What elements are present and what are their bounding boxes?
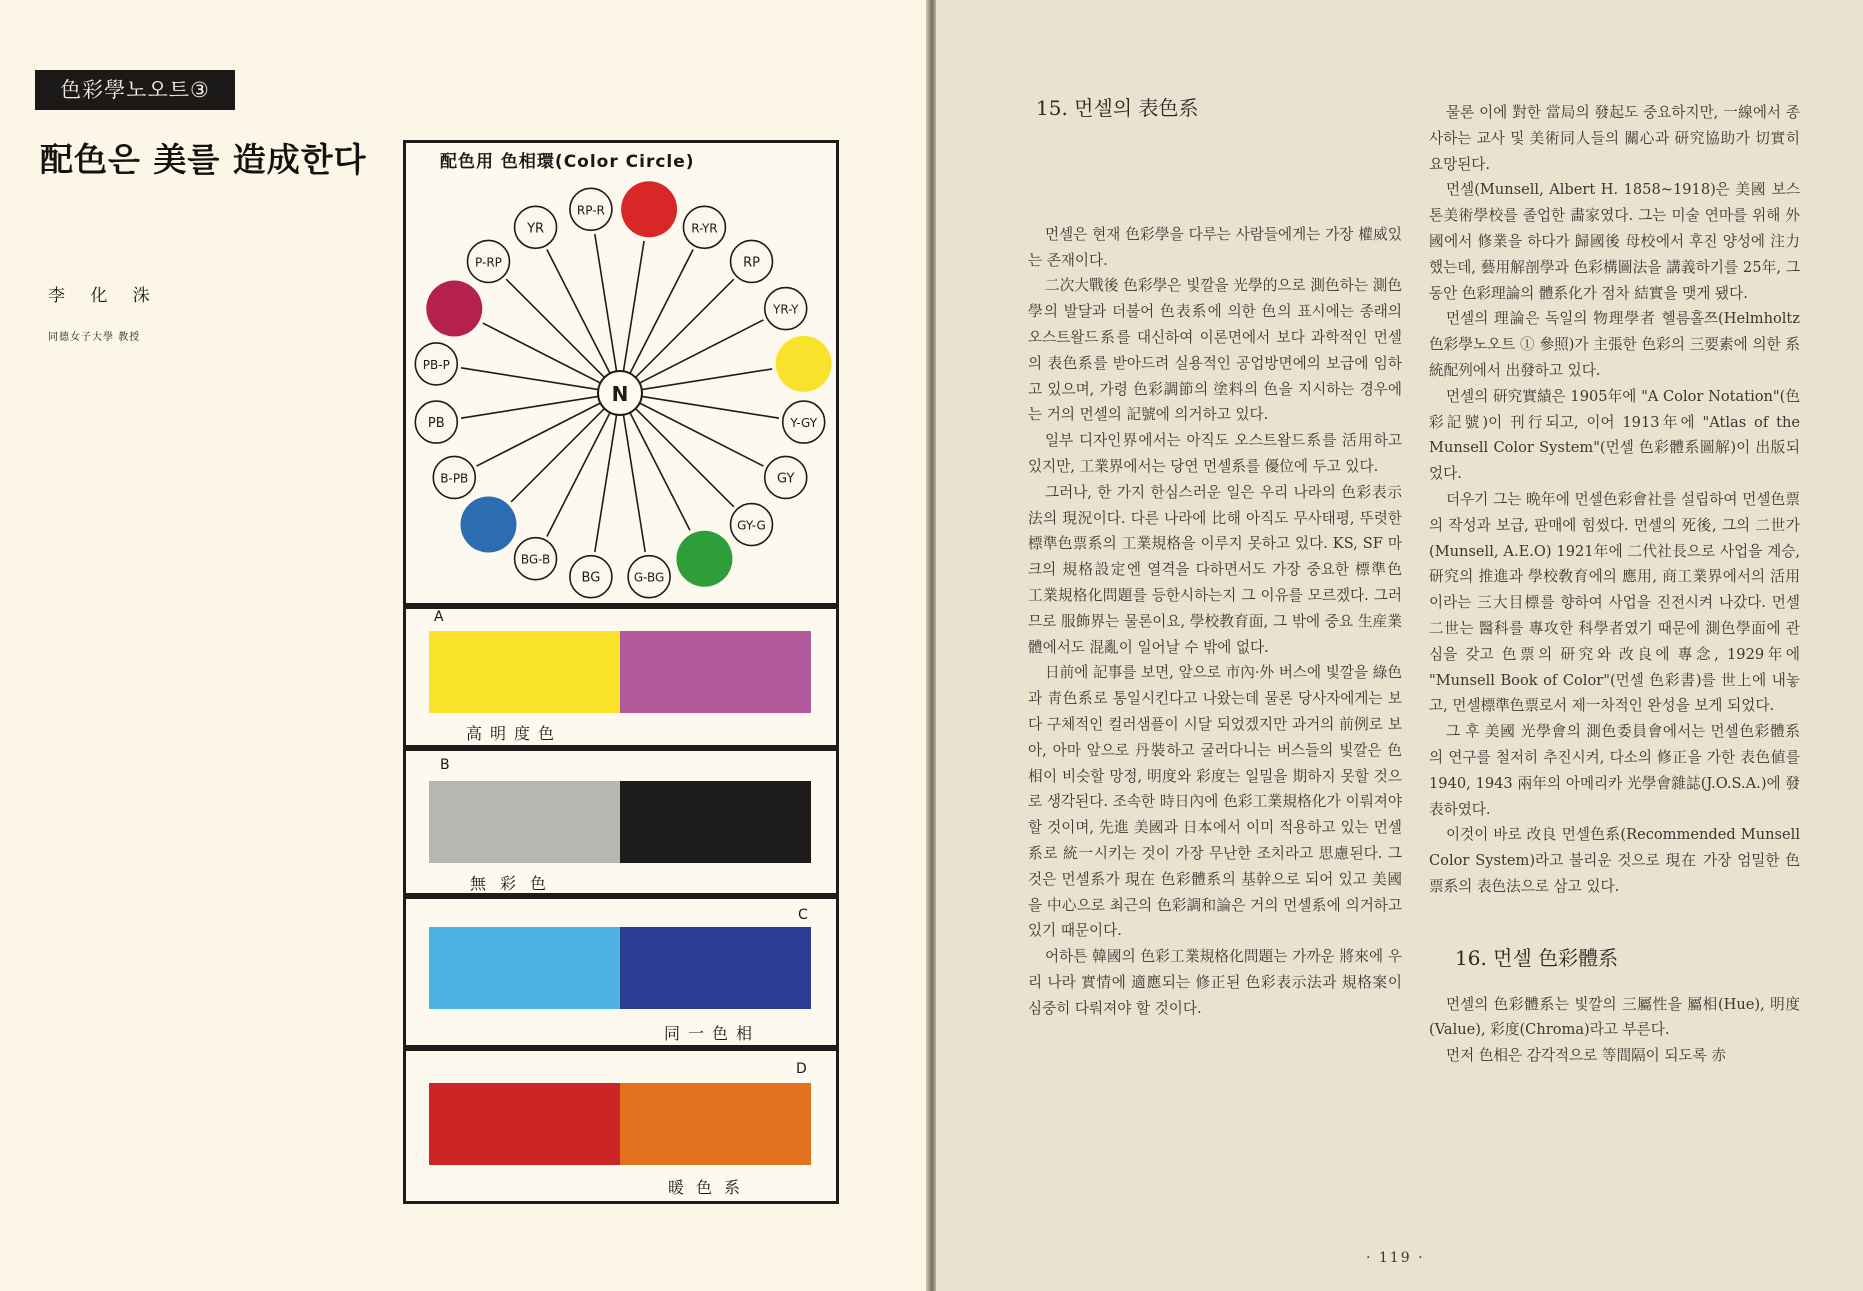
hue-spoke [636,409,734,507]
swatch-panel-a [403,606,839,748]
hue-label: Y-GY [790,416,818,431]
hue-spoke [636,279,734,377]
body-paragraph: 二次大戰後 色彩學은 빛깔을 光學的으로 測色하는 測色學의 발달과 더불어 色表系에 의한 色의 표시에는 종래의 오스트왈드系를 대신하여 이론면에서 보다 과학적인 먼셀의 表色系를 받아드려 실용적인 공업방면에의 보급에 임하고 있으며, 가령 色彩調節의 塗料의 色을 지시하는 경우에는 거의 먼셀의 記號에 의거하고 있다. [1028,277,1402,424]
body-paragraph: 그 후 美國 光學會의 測色委員會에서는 먼셀色彩體系의 연구를 철저히 추진시켜, 다소의 修正을 가한 表色値를 1940, 1943 兩年의 아메리카 光學會雜誌(J.O.S.A.)에 發表하였다. [1429,723,1800,818]
hue-label: BG [581,570,601,586]
hue-label: GY-G [737,518,766,533]
swatch-a-light-yellow [429,631,620,713]
text-column-right [1429,100,1800,1069]
swatch-panel-c [403,896,839,1048]
body-paragraph: 日前에 記事를 보면, 앞으로 市內·外 버스에 빛깔을 綠色과 靑色系로 통일시킨다고 나왔는데 물론 당사자에게는 보다 구체적인 컬러샘플이 시달 되었겠지만 과거의 前例로 보아, 아마 앞으로 丹裝하고 굴러다니는 버스들의 빛깔은 色相이 비슷할 망정, 明度와 彩度는 일밀을 期하지 못할 것으로 생각된다. 조속한 時日內에 色彩工業規格化가 이뤄져야 할 것이며, 先進 美國과 日本에서 이미 적용하고 있는 먼셀系로 統一시키는 것이 가장 무난한 조치라고 思慮된다. 그것은 먼셀系가 現在 色彩體系의 基幹으로 되어 있고 美國을 中心으로 최근의 色彩調和論은 거의 먼셀系에 의거하고 있기 때문이다. [1028,664,1402,940]
panel-caption-d: 暖色系 [668,1178,753,1197]
left-page [0,0,926,1291]
section-heading: 16. 먼셀 色彩體系 [1455,945,1619,970]
swatch-b-gray [429,781,620,863]
article-title: 配色은 美를 造成한다 [40,140,367,179]
hue-node [676,531,732,587]
panel-caption-b: 無彩色 [470,874,561,893]
series-badge: 色彩學노오트③ [35,70,235,110]
body-paragraph: 먼저 色相은 감각적으로 等間隔이 되도록 赤 [1446,1047,1726,1065]
panel-caption-c: 同一色相 [664,1024,761,1043]
author-name: 李 化 洙 [48,286,160,306]
body-paragraph: 먼셀은 현재 色彩學을 다루는 사람들에게는 가장 權威있는 존재이다. [1028,225,1402,269]
body-paragraph: 먼셀의 理論은 독일의 物理學者 헬름홀쯔(Helmholtz 色彩學노오트 ① 參照)가 主張한 色彩의 三要素에 의한 系統配列에서 出發하고 있다. [1429,310,1800,379]
section-heading: 15. 먼셀의 表色系 [1036,96,1199,120]
hue-node [426,281,482,337]
color-circle-diagram [406,171,836,601]
neutral-center-label: N [611,382,629,406]
hue-node [621,181,677,237]
color-circle-panel [403,140,839,606]
hue-node [776,336,832,392]
hue-label: PB-P [422,357,450,372]
body-paragraph: 먼셀(Munsell, Albert H. 1858~1918)은 美國 보스톤美術學校를 졸업한 畵家였다. 그는 미술 연마를 위해 外國에서 修業을 하다가 歸國後 母校에서 후진 양성에 注力했는데, 藝用解剖學과 色彩構圖法을 講義하기를 25年, 그동안 色彩理論의 體系化가 점차 結實을 맺게 됐다. [1429,181,1800,302]
panel-letter-d: D [796,1061,807,1077]
panel-letter-b: B [440,757,450,773]
text-column-left [1028,96,1402,1022]
color-circle-title: 配色用 色相環(Color Circle) [440,152,695,172]
body-paragraph: 그러나, 한 가지 한심스러운 일은 우리 나라의 色彩表示法의 現況이다. 다른 나라에 比해 아직도 무사태평, 뚜렷한 標準色票系의 工業規格을 이루지 못하고 있다. KS, SF 마크의 規格設定엔 열격을 다하면서도 가장 중요한 標準色 工業規格化問題를 등한시하는지 그 이유를 모르겠다. 그러므로 服飾界는 물론이요, 學校教育面, 그 밖에 중요 生産業體에서도 混亂이 일어날 수 밖에 없다. [1028,483,1402,656]
body-paragraph: 이것이 바로 改良 먼셀色系(Recommended Munsell Color System)라고 불리운 것으로 現在 가장 엄밀한 色票系의 表色法으로 삼고 있다. [1429,826,1800,895]
body-paragraph: 먼셀의 研究實績은 1905年에 "A Color Notation"(色彩記號)이 刊行되고, 이어 1913年에 "Atlas of the Munsell Color System"(먼셀 色彩體系圖解)이 出版되었다. [1429,387,1800,483]
hue-label: B-PB [440,471,469,486]
hue-label: PB [427,416,445,432]
page-number: · 119 · [1366,1250,1425,1266]
swatch-a-light-purple [620,631,811,713]
panel-letter-a: A [434,609,444,625]
hue-label: GY [777,471,795,487]
panel-caption-a: 高明度色 [466,724,563,743]
swatch-d-orange [620,1083,811,1165]
hue-label: RP-R [576,203,605,218]
body-paragraph: 먼셀의 色彩體系는 빛깔의 三屬性을 屬相(Hue), 明度(Value), 彩度(Chroma)라고 부른다. [1429,995,1800,1039]
body-paragraph: 더우기 그는 晩年에 먼셀色彩會社를 설립하여 먼셀色票의 작성과 보급, 판매에 힘썼다. 먼셀의 死後, 그의 二世가(Munsell, A.E.O) 1921年에 二代社長으로 사업을 계승, 研究의 推進과 學校敎育에의 應用, 商工業界에서의 活用이라는 三大目標를 향하여 사업을 진전시켜 나갔다. 먼셀二世는 醫科를 專攻한 科學者였기 때문에 測色學面에 관심을 갖고 色票의 研究와 改良에 專念, 1929年에 "Munsell Book of Color"(먼셀 色彩書)를 世上에 내놓고, 먼셀標準色票로서 제一차적인 완성을 보게 되었다. [1429,490,1800,715]
hue-label: BG-B [520,552,551,567]
hue-label: R-YR [691,221,718,236]
body-paragraph: 어하튼 韓國의 色彩工業規格化問題는 가까운 將來에 우리 나라 實情에 適應되는 修正된 色彩表示法과 規格案이 심중히 다뤄져야 할 것이다. [1028,948,1402,1017]
swatch-panel-d [403,1048,839,1204]
hue-label: G-BG [633,570,665,585]
hue-node [460,497,516,553]
panel-letter-c: C [798,907,808,923]
swatch-c-dark-blue [620,927,811,1009]
hue-label: RP [743,255,760,271]
author-affiliation: 同德女子大學 教授 [48,332,141,343]
swatch-c-light-blue [429,927,620,1009]
hue-label: P-RP [475,255,502,270]
hue-spoke [506,279,604,377]
swatch-panel-b [403,748,839,896]
right-page [936,0,1863,1291]
hue-label: YR [527,221,545,237]
swatch-d-red [429,1083,620,1165]
swatch-b-black [620,781,811,863]
hue-spoke [511,409,604,502]
page-gutter [926,0,936,1291]
body-paragraph: 물론 이에 對한 當局의 發起도 중요하지만, 一線에서 종사하는 교사 및 美術同人들의 關心과 研究協助가 切實히 요망된다. [1429,104,1800,173]
body-paragraph: 일부 디자인界에서는 아직도 오스트왈드系를 活用하고 있지만, 工業界에서는 당연 먼셀系를 優位에 두고 있다. [1028,432,1402,475]
hue-label: YR-Y [773,302,799,317]
